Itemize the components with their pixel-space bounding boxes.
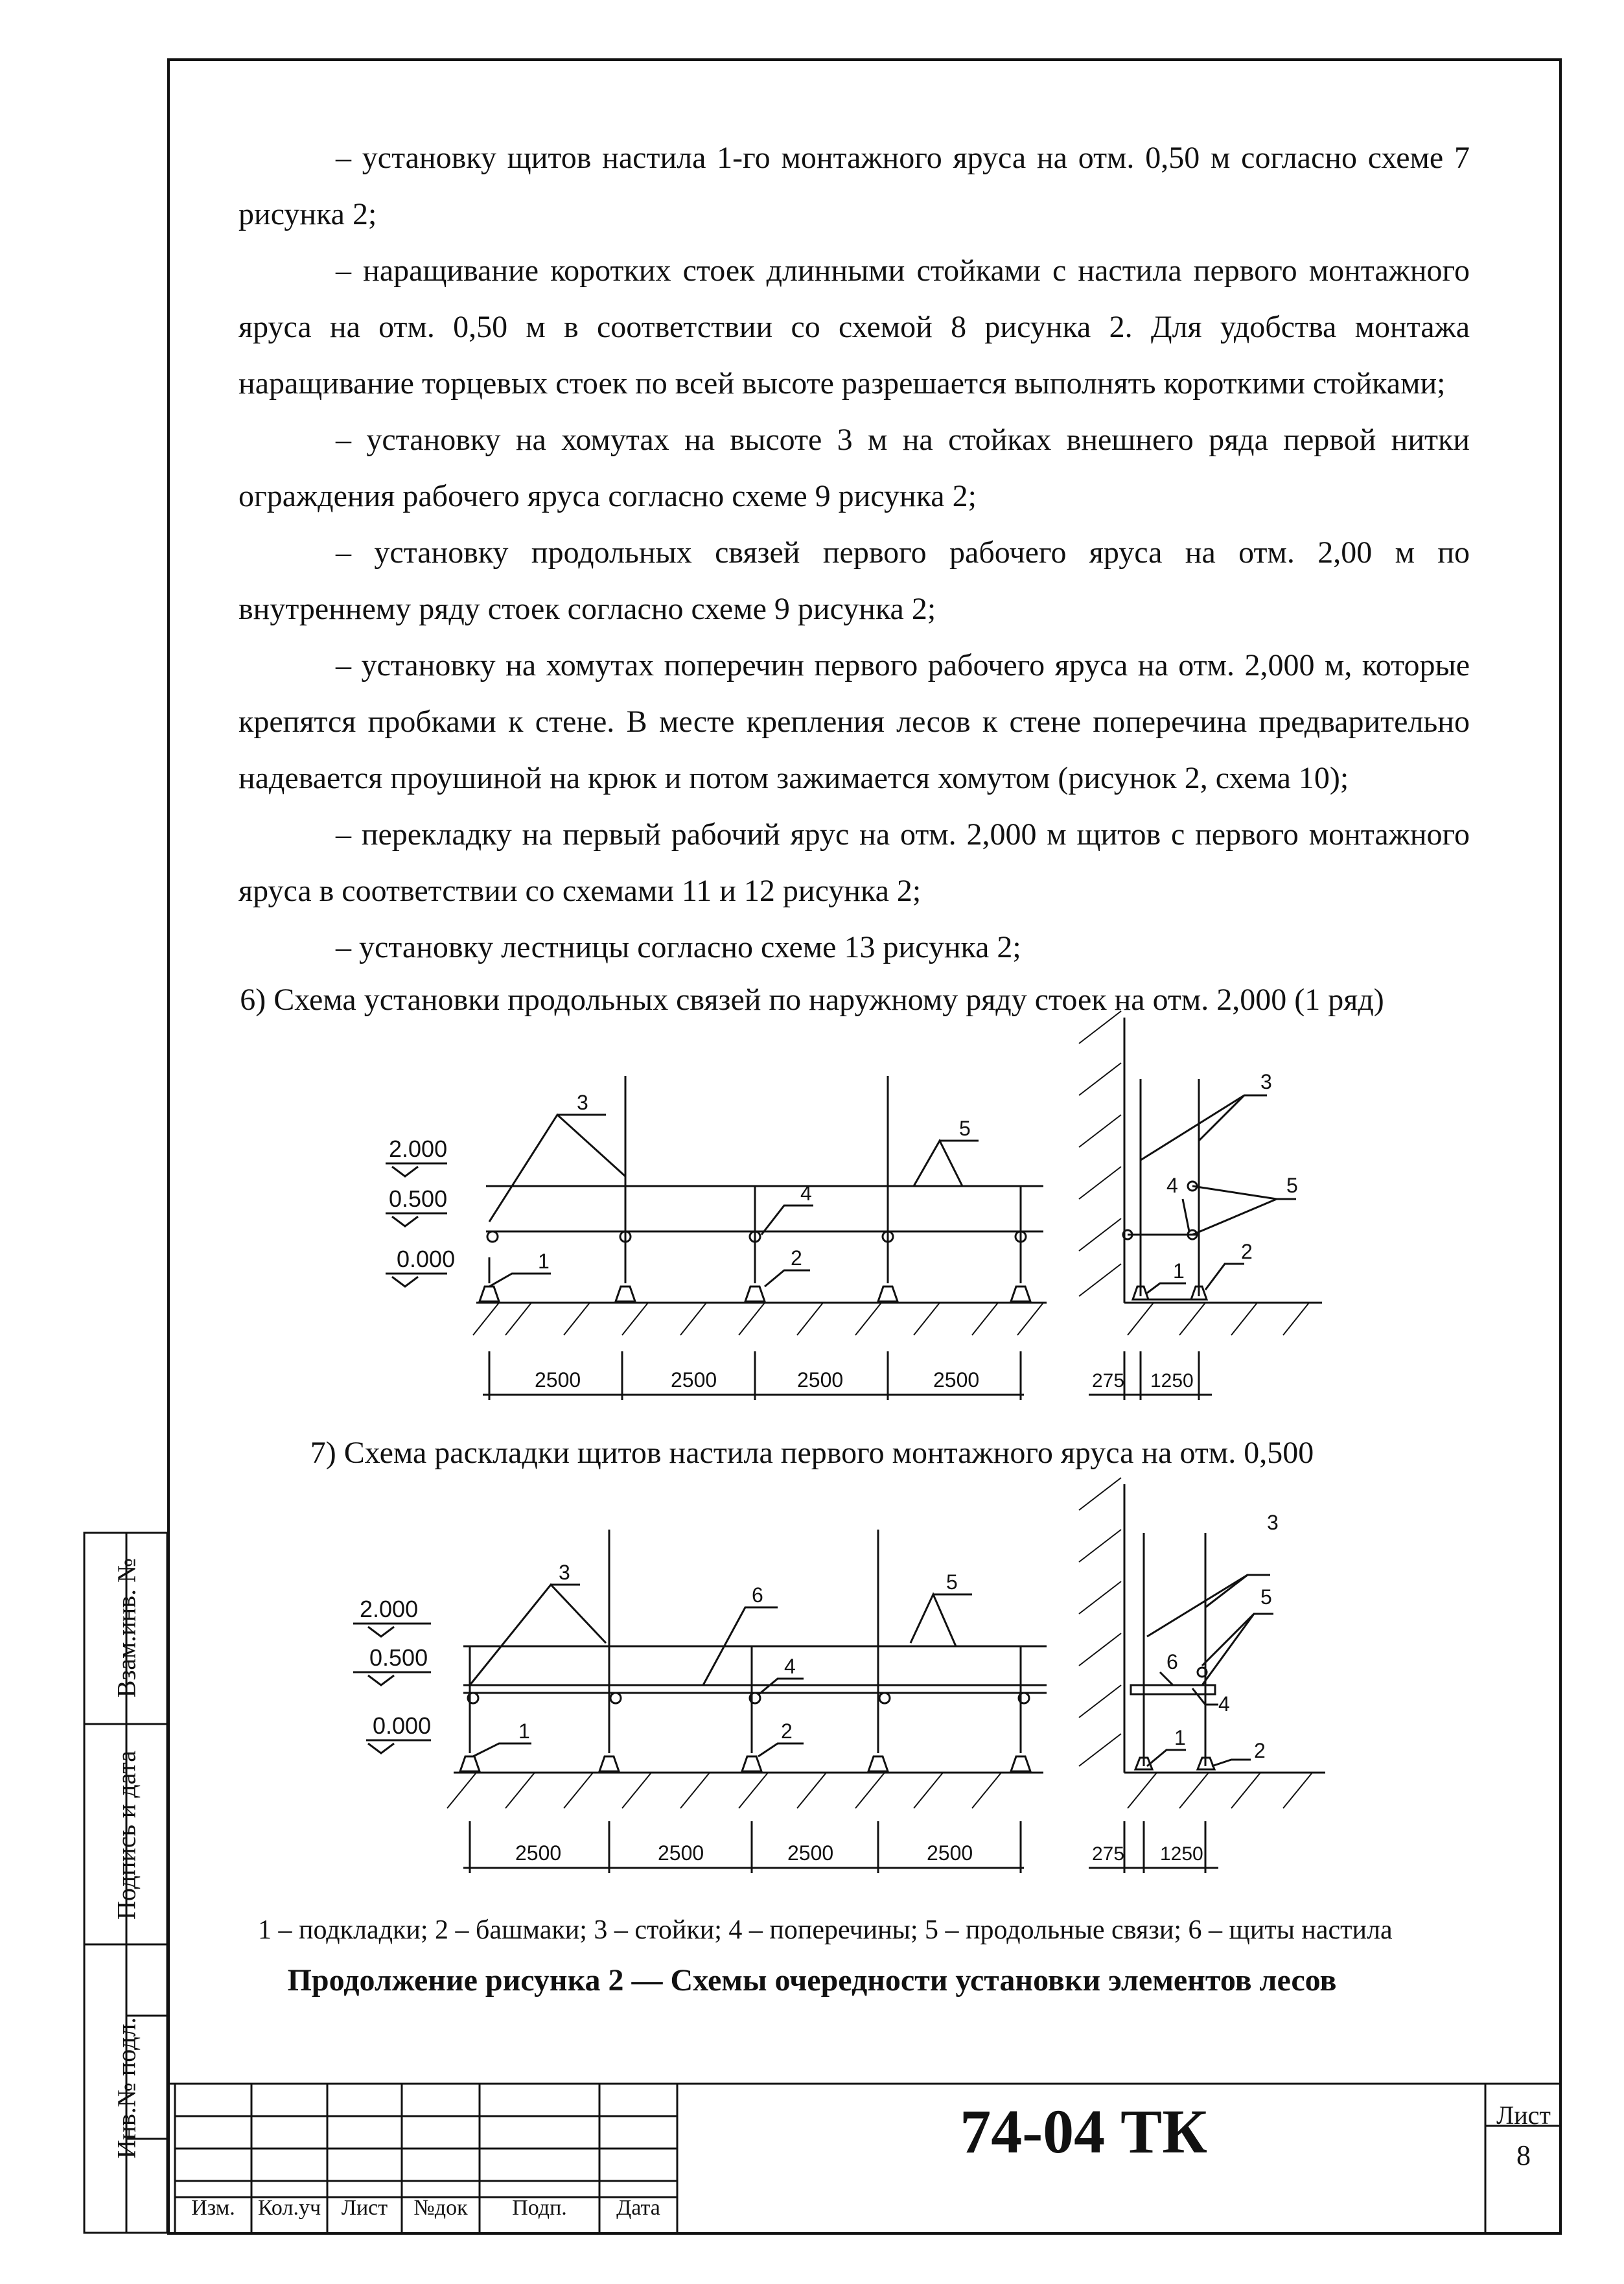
stamp-col-label: Лист (341, 2196, 388, 2220)
s7-span: 2500 (658, 1841, 704, 1865)
s7-callout-1: 1 (518, 1719, 530, 1743)
sheet-number: 8 (1516, 2139, 1531, 2171)
s6-callout-1: 1 (538, 1250, 550, 1273)
s6-span: 2500 (797, 1368, 844, 1392)
sheet-label: Лист (1496, 2101, 1551, 2130)
stamp-col-label: №док (413, 2196, 468, 2220)
stamp-col-label: Дата (616, 2196, 660, 2220)
s7-callout-3: 3 (559, 1561, 570, 1584)
paragraph: – установку продольных связей первого рабочего яруса на отм. 2,00 м по внутреннему ряду стоек согласно схеме 9 рисунка 2; (238, 535, 1470, 626)
stamp-col-label: Подп. (512, 2196, 567, 2220)
s6-side-callout-3: 3 (1260, 1070, 1272, 1093)
s7-span: 2500 (787, 1841, 834, 1865)
side-label-signature-date: Подпись и дата (111, 1750, 141, 1920)
s7-side-callout-5: 5 (1260, 1585, 1272, 1609)
document-code: 74-04 ТК (960, 2097, 1207, 2166)
s7-side-dim-275: 275 (1092, 1843, 1125, 1865)
s7-side-callout-6: 6 (1166, 1650, 1178, 1673)
scheme6-side-view (1079, 1011, 1322, 1400)
s6-span: 2500 (933, 1368, 980, 1392)
paragraph: – наращивание коротких стоек длинными стойками с настила первого монтажного яруса на отм. 0,50 м в соответствии со схемой 8 рисунка 2. Для удобства монтажа наращивание торцевых стоек по всей высоте разрешается выполнять короткими стойками; (238, 253, 1470, 401)
s6-side-callout-5: 5 (1286, 1174, 1298, 1197)
paragraph: – установку на хомутах на высоте 3 м на стойках внешнего ряда первой нитки ограждения рабочего яруса согласно схеме 9 рисунка 2; (238, 423, 1470, 513)
scheme7-caption: 7) Схема раскладки щитов настила первого монтажного яруса на отм. 0,500 (310, 1436, 1314, 1470)
s6-side-dim-1250: 1250 (1150, 1370, 1194, 1392)
side-label-original-inv: Инв.№ подл. (111, 2017, 141, 2159)
s6-level-0500: 0.500 (389, 1185, 448, 1212)
s6-side-callout-1: 1 (1173, 1259, 1185, 1283)
s7-span: 2500 (515, 1841, 562, 1865)
s7-side-callout-2: 2 (1254, 1739, 1266, 1762)
s7-span: 2500 (927, 1841, 973, 1865)
s6-side-dim-275: 275 (1092, 1370, 1125, 1392)
paragraph: – перекладку на первый рабочий ярус на отм. 2,000 м щитов с первого монтажного яруса в соответствии со схемами 11 и 12 рисунка 2; (238, 817, 1470, 908)
s6-callout-5: 5 (959, 1117, 971, 1140)
s7-level-0500: 0.500 (369, 1644, 428, 1671)
s7-callout-6: 6 (752, 1583, 763, 1607)
paragraph: – установку на хомутах поперечин первого рабочего яруса на отм. 2,000 м, которые крепятся пробками к стене. В месте крепления лесов к стене поперечина предварительно надевается проушиной на крюк и потом зажимается хомутом (рисунок 2, схема 10); (238, 648, 1470, 795)
stamp-col-label: Кол.уч (257, 2196, 321, 2220)
s7-side-callout-4: 4 (1218, 1692, 1230, 1716)
s6-level-2000: 2.000 (389, 1136, 448, 1162)
stamp-col-label: Изм. (191, 2196, 235, 2220)
scheme7-front-view (353, 1530, 1047, 1873)
s6-span: 2500 (671, 1368, 717, 1392)
scheme7-side-view (1079, 1478, 1325, 1873)
s6-callout-3: 3 (577, 1091, 588, 1114)
side-label-replaced-inv: Взам.инв. № (111, 1557, 141, 1698)
figure-legend: 1 – подкладки; 2 – башмаки; 3 – стойки; 4 – поперечины; 5 – продольные связи; 6 – щиты настила (258, 1915, 1393, 1945)
paragraph: – установку щитов настила 1-го монтажного яруса на отм. 0,50 м согласно схеме 7 рисунка 2; (238, 141, 1470, 231)
s7-callout-5: 5 (946, 1570, 958, 1594)
scheme6-caption: 6) Схема установки продольных связей по наружному ряду стоек на отм. 2,000 (1 ряд) (240, 983, 1384, 1017)
s7-level-2000: 2.000 (360, 1596, 419, 1622)
s7-level-0000: 0.000 (373, 1712, 432, 1739)
s6-level-0000: 0.000 (397, 1246, 456, 1272)
s6-callout-2: 2 (791, 1246, 802, 1270)
s6-side-callout-2: 2 (1241, 1240, 1253, 1263)
s6-span: 2500 (535, 1368, 581, 1392)
paragraph: – установку лестницы согласно схеме 13 рисунка 2; (336, 930, 1021, 964)
s7-side-callout-1: 1 (1174, 1726, 1186, 1749)
s7-side-callout-3: 3 (1267, 1511, 1279, 1534)
figure-title: Продолжение рисунка 2 — Схемы очередности установки элементов лесов (287, 1963, 1337, 1998)
s6-callout-4: 4 (800, 1182, 812, 1205)
scheme6-front-view (386, 1076, 1047, 1400)
s7-callout-4: 4 (784, 1655, 796, 1678)
s7-side-dim-1250: 1250 (1160, 1843, 1203, 1865)
s7-callout-2: 2 (781, 1719, 793, 1743)
s6-side-callout-4: 4 (1166, 1174, 1178, 1197)
